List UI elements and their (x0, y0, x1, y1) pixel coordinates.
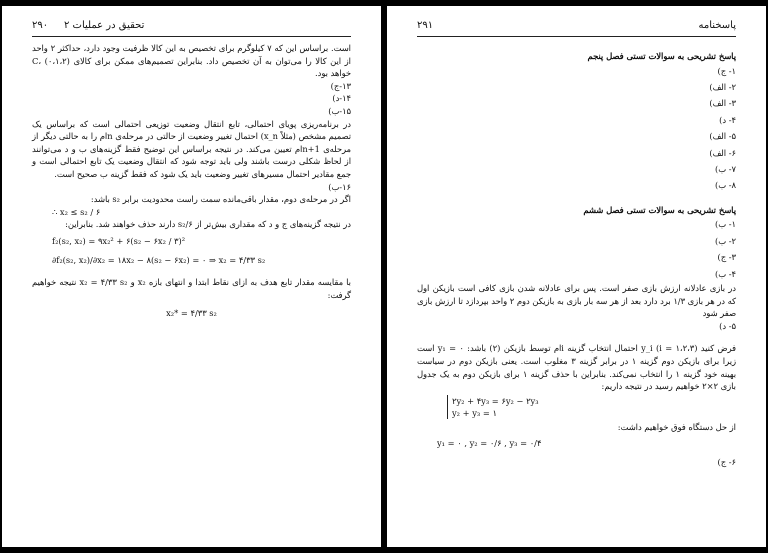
paragraph: در بازی عادلانه ارزش بازی صفر است. پس برای عادلانه شدن بازی کافی است بازیکن اول که در هر بازی ۱/۳ برد دارد بعد از هر سه بار بازی به بازیکن دوم ۲ واحد بپردازد تا ارزش بازی صفر شود (417, 283, 736, 319)
left-page (2, 6, 381, 547)
answer-item: ۱- ب) (715, 219, 736, 230)
equation: ∴ x₂ ≤ s₂ / ۶ (52, 206, 101, 217)
equation: ۲y₂ + ۴y₃ = ۶y₂ − ۲y₃ (452, 395, 539, 406)
header-rule (32, 36, 351, 37)
equation: y₂ + y₃ = ۱ (452, 407, 497, 418)
equation: ∂f₂(s₂, x₂)/∂x₂ = ۱۸x₂ − ۸(s₂ − ۶x₂) = ۰ ⇒ x₂ = ۴/۳۳ s₂ (52, 254, 266, 265)
answer-item: ۲- الف) (709, 82, 736, 92)
paragraph: فرض کنید y_i (i = ۱،۲،۳) احتمال انتخاب گزینه i‌ام توسط بازیکن (۲) باشد: y₁ = ۰ است زیرا برای بازیکن دوم گزینه ۱ در برابر گزینه ۳ مغلوب است. یعنی بازیکن دوم در سیاست بهینه خود گزینه ۱ را انتخاب نمی‌کند. بنابراین با حذف گزینه ۱ برای بازیکن دوم به یک جدول بازی ۲×۲ خواهیم رسید در نتیجه داریم: (417, 343, 737, 392)
equation: f₂(s₂, x₂) = ۹x₂² + ۶(s₂ − ۶x₂ / ۳)² (52, 235, 186, 246)
answer-item: ۴- ب) (715, 268, 736, 279)
right-page-body (417, 42, 736, 469)
section-title: پاسخ تشریحی به سوالات تستی فصل پنجم (587, 51, 736, 61)
section-title: پاسخ تشریحی به سوالات تستی فصل ششم (583, 204, 736, 215)
left-page-header (32, 20, 351, 34)
answer-item: ۶- الف) (709, 147, 736, 158)
answer-item: ۱۳-ج) (330, 80, 351, 91)
running-title: پاسخنامه (698, 20, 736, 31)
equation: y₁ = ۰ , y₂ = ۰/۶ , y₃ = ۰/۴ (437, 438, 542, 449)
equation: x₂* = ۴/۳۳ s₂ (166, 308, 217, 319)
running-title: تحقیق در عملیات ۲ (64, 20, 145, 31)
page-number: ۲۹۰ (32, 20, 49, 31)
answer-item: ۱۵-ب) (328, 105, 351, 116)
answer-item: ۷- ب) (715, 164, 736, 175)
header-rule (417, 36, 736, 37)
paragraph: از حل دستگاه فوق خواهیم داشت: (617, 421, 736, 432)
answer-item: ۳- ج) (717, 252, 736, 263)
left-page-body (32, 42, 351, 320)
right-page (387, 6, 766, 547)
answer-item: ۴- د) (719, 114, 736, 125)
answer-item: ۵- الف) (709, 131, 736, 142)
answer-item: ۱- ج) (717, 65, 736, 76)
paragraph: است. براساس این که ۷ کیلوگرم برای تخصیص به این کالا ظرفیت وجود دارد، حداکثر ۲ واحد از این کالا را می‌توان به آن تخصیص داد. بنابراین تصمیم‌های ممکن برای کالای C، (۰،۱،۲) خواهد بود. (32, 43, 351, 79)
answer-item: ۳- الف) (709, 98, 736, 109)
right-page-header (417, 20, 736, 34)
paragraph: با مقایسه مقدار تابع هدف به ازای نقاط ابتدا و انتهای بازه x₂ و x₂ = ۴/۳۳ s₂ نتیجه خواهیم گرفت: (32, 277, 351, 300)
paragraph: اگر در مرحله‌ی دوم، مقدار باقی‌مانده سمت راست محدودیت برابر s₂ باشد: (90, 194, 351, 205)
answer-item: ۱۴-د) (332, 93, 351, 104)
paragraph: در برنامه‌ریزی پویای احتمالی، تابع انتقال وضعیت توزیعی احتمالی است که براساس یک تصمیم مشخص (مثلاً x_n) احتمال تغییر وضعیت از حالتی در مرحله‌ی n‌ام را به حالتی دیگر از مرحله‌ی n+1‌ام تعیین می‌کند. در نتیجه براساس این توضیح فقط گزینه‌های ب و د می‌توانند از لحاظ شکلی درست باشند ولی باید توجه شود که انتقال وضعیت یک تابع احتمالی است و جمع مقادیر احتمال مسیرهای تغییر وضعیت باید یک شود که فقط گزینه ب صحیح است. (32, 118, 352, 179)
paragraph: در نتیجه گزینه‌های ج و د که مقداری بیش‌تر از s₂/۶ دارند حذف خواهند شد. بنابراین: (65, 219, 351, 230)
answer-item: ۲- ب) (715, 235, 736, 246)
page-number: ۲۹۱ (417, 20, 434, 31)
answer-item: ۸- ب) (715, 180, 736, 191)
answer-item: ۶- ج) (717, 457, 736, 467)
answer-item: ۱۶-ب) (328, 181, 351, 192)
equation-system (447, 395, 736, 419)
answer-item: ۵- د) (719, 320, 736, 331)
